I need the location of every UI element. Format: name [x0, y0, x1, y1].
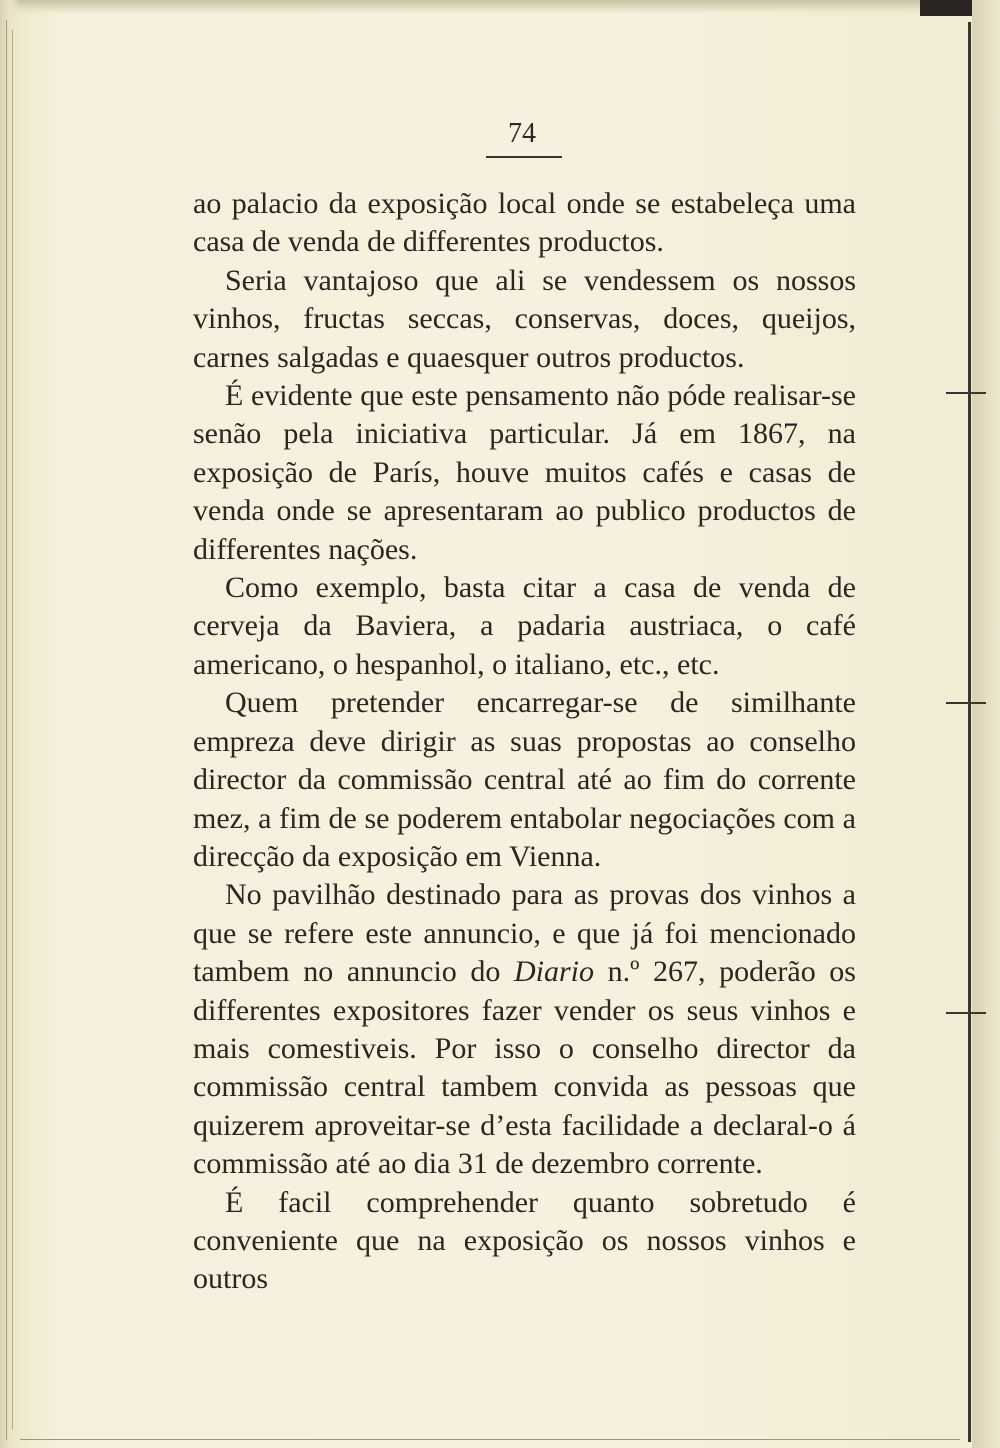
right-gutter: [972, 0, 1000, 1448]
paragraph: [193, 876, 856, 1183]
paragraph: É evidente que este pensamento não póde realisar-se senão pela iniciativa particular. Já em 1867, na exposição de París, houve muitos cafés e casas de venda onde se apresentaram ao publico productos de differentes nações.: [193, 379, 856, 566]
paragraph-text: No pavilhão destinado para as provas dos vinhos a que se refere este annuncio, e que já foi mencionado tambem no annuncio do: [193, 878, 856, 989]
fold-tick: [946, 702, 986, 704]
page-bottom-edge: [20, 1439, 960, 1440]
page-number: 74: [508, 118, 536, 149]
binding-mark: [920, 0, 980, 16]
newspaper-title: Diario: [513, 955, 594, 989]
paragraph: Quem pretender encarregar-se de similhante empreza deve dirigir as suas propostas ao conselho director da commissão central até ao fim do corrente mez, a fim de se poderem entabolar negociações com a direcção da exposição em Vienna.: [193, 686, 856, 873]
left-edge-line: [6, 20, 7, 1440]
paragraph-text: n.º 267, poderão os differentes expositores fazer vender os seus vinhos e mais comestiveis. Por isso o conselho director da commissão central tambem convida as pessoas que quizerem aproveitar-se d’esta facilidade a declaral-o á commissão até ao dia 31 de dezembro corrente.: [193, 955, 856, 1181]
paragraph: Seria vantajoso que ali se vendessem os nossos vinhos, fructas seccas, conservas, doces, queijos, carnes salgadas e quaesquer outros productos.: [193, 263, 856, 374]
page-left-edge: [0, 0, 20, 1448]
left-edge-line-inner: [12, 30, 13, 1430]
paragraph: ao palacio da exposição local onde se estabeleça uma casa de venda de differentes productos.: [193, 187, 856, 259]
fold-tick: [946, 392, 986, 394]
body-text: [193, 185, 856, 1299]
paragraph: É facil comprehender quanto sobretudo é conveniente que na exposição os nossos vinhos e outros: [193, 1185, 856, 1296]
page-number-rule: [486, 156, 562, 158]
right-edge-line: [968, 22, 971, 1442]
paragraph: Como exemplo, basta citar a casa de venda de cerveja da Baviera, a padaria austriaca, o café americano, o hespanhol, o italiano, etc., etc.: [193, 571, 856, 681]
fold-tick: [946, 1012, 986, 1014]
page-top-edge: [0, 0, 1000, 14]
